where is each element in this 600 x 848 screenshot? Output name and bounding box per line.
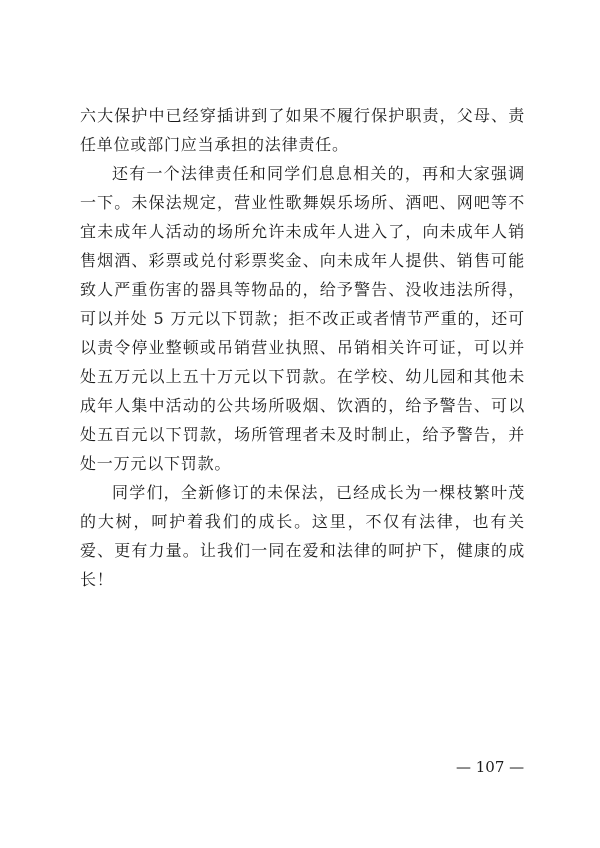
paragraph-legal-duties: 六大保护中已经穿插讲到了如果不履行保护职责，父母、责任单位或部门应当承担的法律责任。 <box>80 106 525 154</box>
paragraph-closing: 同学们，全新修订的未保法，已经成长为一棵枝繁叶茂的大树，呵护着我们的成长。这里，不仅有法律，也有关爱、更有力量。让我们一同在爱和法律的呵护下，健康的成长！ <box>80 483 525 589</box>
paragraph-legal-liabilities: 还有一个法律责任和同学们息息相关的，再和大家强调一下。未保法规定，营业性歌舞娱乐场所、酒吧、网吧等不宜未成年人活动的场所允许未成年人进入了，向未成年人销售烟酒、彩票或兑付彩票奖金、向未成年人提供、销售可能致人严重伤害的器具等物品的，给予警告、没收违法所得，可以并处 5 万元以下罚款；拒不改正或者情节严重的，还可以责令停业整顿或吊销营业执照、吊销相关许可证，可以并处五万元以上五十万元以下罚款。在学校、幼儿园和其他未成年人集中活动的公共场所吸烟、饮酒的，给予警告、可以处五百元以下罚款，场所管理者未及时制止，给予警告，并处一万元以下罚款。 <box>80 164 525 473</box>
body-text <box>80 101 525 594</box>
page-number: — 107 — <box>456 758 525 776</box>
